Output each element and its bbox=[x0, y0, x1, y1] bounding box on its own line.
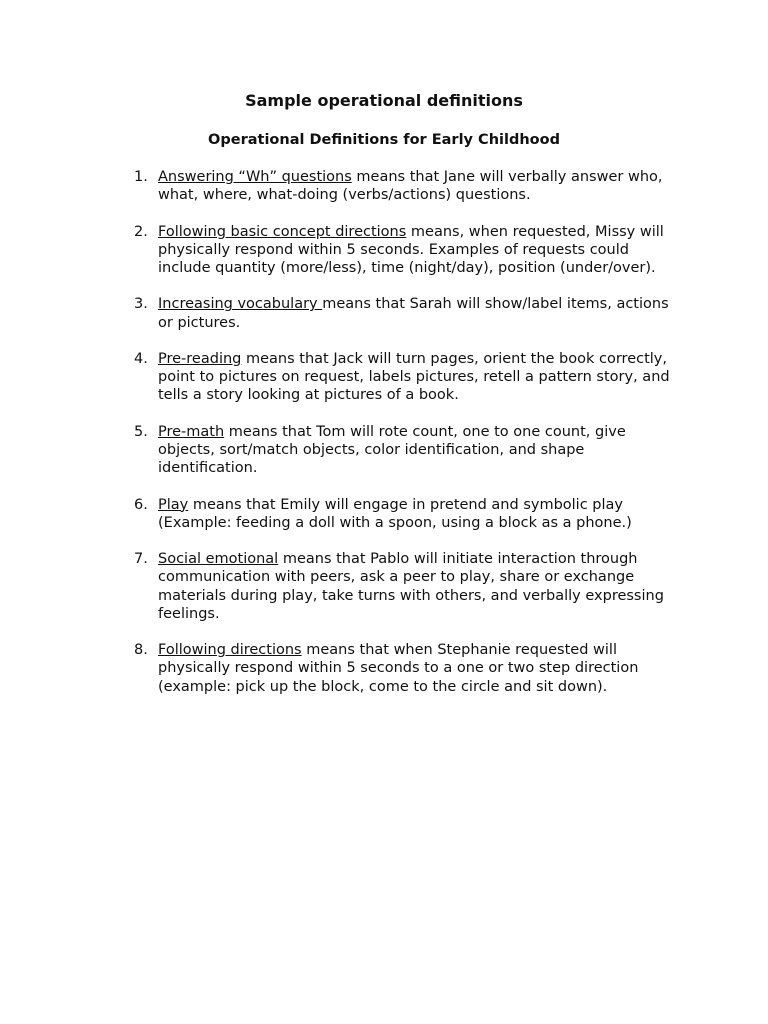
definition-text: means that Tom will rote count, one to one count, give objects, sort/match objects, color identification, and shape identification. bbox=[158, 423, 626, 477]
definition-term: Pre-reading bbox=[158, 350, 242, 367]
definition-term: Increasing vocabulary bbox=[158, 296, 323, 313]
definition-term: Following basic concept directions bbox=[158, 223, 407, 240]
definition-item bbox=[134, 496, 674, 532]
definition-text: means, when requested, Missy will physically respond within 5 seconds. Examples of requests could include quantity (more/less), time (night/day), position (under/over). bbox=[158, 223, 664, 276]
definition-text: means that Pablo will initiate interaction through communication with peers, ask a peer to play, share or exchange materials during play, take turns with others, and verbally expressing feelings. bbox=[158, 551, 664, 622]
definition-number: 3. bbox=[134, 296, 148, 313]
definition-number: 2. bbox=[134, 223, 148, 240]
definition-item bbox=[134, 641, 674, 696]
definition-number: 7. bbox=[134, 551, 148, 568]
definition-number: 1. bbox=[134, 169, 148, 185]
definition-text: means that Sarah will show/label items, actions or pictures. bbox=[158, 296, 669, 331]
definition-number: 6. bbox=[134, 496, 148, 513]
definition-term: Pre-math bbox=[158, 423, 225, 440]
page-title: Sample operational definitions bbox=[245, 91, 523, 110]
definition-term: Play bbox=[158, 496, 189, 513]
definition-item bbox=[134, 350, 674, 405]
page-subtitle: Operational Definitions for Early Childhood bbox=[208, 132, 560, 148]
definition-text: means that Jane will verbally answer who, what, where, what-doing (verbs/actions) questions. bbox=[158, 169, 663, 204]
definition-term: Social emotional bbox=[158, 551, 279, 568]
definition-number: 5. bbox=[134, 423, 148, 440]
definition-item bbox=[134, 550, 674, 623]
definition-text: means that Jack will turn pages, orient the book correctly, point to pictures on request, labels pictures, retell a pattern story, and tells a story looking at pictures of a book. bbox=[158, 350, 670, 404]
definition-list bbox=[134, 168, 674, 714]
definition-term: Answering “Wh” questions bbox=[158, 169, 352, 185]
definition-item bbox=[134, 223, 674, 278]
definition-text: means that Emily will engage in pretend and symbolic play (Example: feeding a doll with a spoon, using a block as a phone.) bbox=[158, 496, 632, 531]
definition-number: 4. bbox=[134, 350, 148, 367]
definition-item bbox=[134, 423, 674, 478]
definition-item bbox=[134, 295, 674, 331]
definition-number: 8. bbox=[134, 642, 148, 659]
definition-text: means that when Stephanie requested will physically respond within 5 seconds to a one or two step direction (example: pick up the block, come to the circle and sit down). bbox=[158, 642, 639, 695]
definition-item bbox=[134, 168, 674, 204]
definition-term: Following directions bbox=[158, 642, 302, 659]
